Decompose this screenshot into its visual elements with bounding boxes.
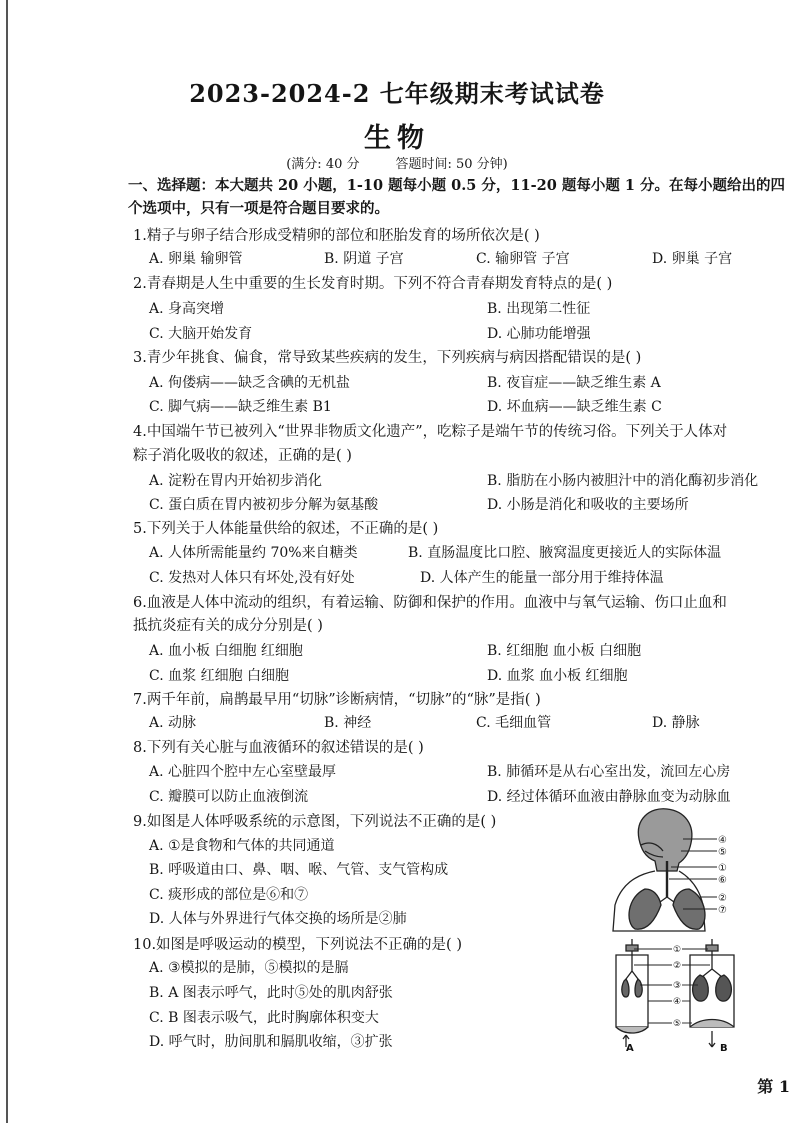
q2-option-c: C. 大脑开始发育 — [149, 326, 253, 342]
section-heading: 一、选择题：本大题共 20 小题，1-10 题每小题 0.5 分，11-20 题每小题 1 分。在每小题给出的四个选项中，只有一项是符合题目要求的。 — [128, 177, 786, 217]
q6-option-a: A. 血小板 白细胞 红细胞 — [149, 643, 303, 659]
q7-option-c: C. 毛细血管 — [476, 715, 552, 731]
fig10-label-1: ① — [673, 945, 682, 955]
question-6: 6.血液是人体中流动的组织，有着运输、防御和保护的作用。血液中与氧气运输、伤口止血和 — [133, 595, 727, 611]
q4-option-b: B. 脂肪在小肠内被胆汁中的消化酶初步消化 — [487, 473, 759, 489]
fig10-label-4: ④ — [673, 997, 682, 1007]
q10-option-d: D. 呼气时，肋间肌和膈肌收缩，③扩张 — [149, 1034, 393, 1050]
fig9-label-2: ② — [718, 893, 727, 904]
fig10-label-2: ② — [673, 961, 682, 971]
q9-option-b: B. 呼吸道由口、鼻、咽、喉、气管、支气管构成 — [149, 862, 449, 878]
exam-meta — [0, 153, 794, 172]
full-score: (满分: 40 分 — [286, 157, 360, 172]
question-7: 7.两千年前，扁鹊最早用“切脉”诊断病情，“切脉”的“脉”是指( ) — [133, 692, 541, 708]
respiratory-system-figure — [605, 805, 735, 935]
q5-option-b: B. 直肠温度比口腔、腋窝温度更接近人的实际体温 — [408, 545, 722, 561]
q8-option-d: D. 经过体循环血液由静脉血变为动脉血 — [487, 789, 731, 805]
q8-option-b: B. 肺循环是从右心室出发，流回左心房 — [487, 764, 731, 780]
fig9-label-6: ⑥ — [718, 875, 727, 886]
q7-option-a: A. 动脉 — [149, 715, 197, 731]
q3-option-b: B. 夜盲症——缺乏维生素 A — [487, 375, 661, 391]
q8-option-c: C. 瓣膜可以防止血液倒流 — [149, 789, 309, 805]
fig10-caption-b: B — [720, 1043, 728, 1053]
question-4-cont: 粽子消化吸收的叙述，正确的是( ) — [133, 448, 352, 464]
question-1: 1.精子与卵子结合形成受精卵的部位和胚胎发育的场所依次是( ) — [133, 228, 540, 244]
q2-option-b: B. 出现第二性征 — [487, 301, 591, 317]
q10-option-a: A. ③模拟的是肺，⑤模拟的是膈 — [149, 960, 349, 976]
fig9-label-4: ④ — [718, 835, 727, 846]
question-4: 4.中国端午节已被列入“世界非物质文化遗产”，吃粽子是端午节的传统习俗。下列关于人体对 — [133, 424, 728, 440]
q1-option-b: B. 阴道 子宫 — [324, 251, 404, 267]
q6-option-b: B. 红细胞 血小板 白细胞 — [487, 643, 642, 659]
q9-option-a: A. ①是食物和气体的共同通道 — [149, 838, 335, 854]
question-6-cont: 抵抗炎症有关的成分分别是( ) — [133, 618, 323, 634]
q2-option-a: A. 身高突增 — [149, 301, 225, 317]
q3-option-c: C. 脚气病——缺乏维生素 B1 — [149, 399, 332, 415]
exam-title: 2023-2024-2 七年级期末考试试卷 — [189, 79, 605, 108]
fig10-caption-a: A — [626, 1043, 634, 1053]
question-8: 8.下列有关心脏与血液循环的叙述错误的是( ) — [133, 740, 424, 756]
q4-option-d: D. 小肠是消化和吸收的主要场所 — [487, 497, 689, 513]
q10-option-c: C. B 图表示吸气，此时胸廓体积变大 — [149, 1010, 379, 1026]
question-5: 5.下列关于人体能量供给的叙述，不正确的是( ) — [133, 521, 439, 537]
q3-option-a: A. 佝偻病——缺乏含碘的无机盐 — [149, 375, 351, 391]
question-9: 9.如图是人体呼吸系统的示意图，下列说法不正确的是( ) — [133, 814, 497, 830]
question-3: 3.青少年挑食、偏食，常导致某些疾病的发生，下列疾病与病因搭配错误的是( ) — [133, 350, 642, 366]
q6-option-c: C. 血浆 红细胞 白细胞 — [149, 668, 290, 684]
breathing-model-figure — [612, 935, 742, 1053]
q4-option-c: C. 蛋白质在胃内被初步分解为氨基酸 — [149, 497, 379, 513]
q5-option-d: D. 人体产生的能量一部分用于维持体温 — [420, 570, 664, 586]
answer-time: 答题时间: 50 分钟) — [395, 157, 508, 172]
q4-option-a: A. 淀粉在胃内开始初步消化 — [149, 473, 323, 489]
q1-option-a: A. 卵巢 输卵管 — [149, 251, 243, 267]
q10-option-b: B. A 图表示呼气，此时⑤处的肌肉舒张 — [149, 985, 393, 1001]
q9-option-c: C. 痰形成的部位是⑥和⑦ — [149, 887, 309, 903]
exam-subject: 生物 — [364, 123, 430, 154]
q9-option-d: D. 人体与外界进行气体交换的场所是②肺 — [149, 911, 407, 927]
question-10: 10.如图是呼吸运动的模型，下列说法不正确的是( ) — [133, 937, 462, 953]
fig9-label-1: ① — [718, 863, 727, 874]
q7-option-d: D. 静脉 — [652, 715, 700, 731]
q3-option-d: D. 坏血病——缺乏维生素 C — [487, 399, 662, 415]
q1-option-c: C. 输卵管 子宫 — [476, 251, 570, 267]
fig10-label-5: ⑤ — [673, 1019, 682, 1029]
question-2: 2.青春期是人生中重要的生长发育时期。下列不符合青春期发育特点的是( ) — [133, 276, 613, 292]
q6-option-d: D. 血浆 血小板 红细胞 — [487, 668, 628, 684]
q5-option-a: A. 人体所需能量约 70%来自糖类 — [149, 545, 358, 561]
fig9-label-7: ⑦ — [718, 905, 727, 916]
q1-option-d: D. 卵巢 子宫 — [652, 251, 733, 267]
q8-option-a: A. 心脏四个腔中左心室壁最厚 — [149, 764, 337, 780]
q7-option-b: B. 神经 — [324, 715, 372, 731]
fig9-label-5: ⑤ — [718, 847, 727, 858]
page-number: 第 1 — [757, 1077, 790, 1096]
fig10-label-3: ③ — [673, 981, 682, 991]
q2-option-d: D. 心肺功能增强 — [487, 326, 591, 342]
q5-option-c: C. 发热对人体只有坏处,没有好处 — [149, 570, 355, 586]
